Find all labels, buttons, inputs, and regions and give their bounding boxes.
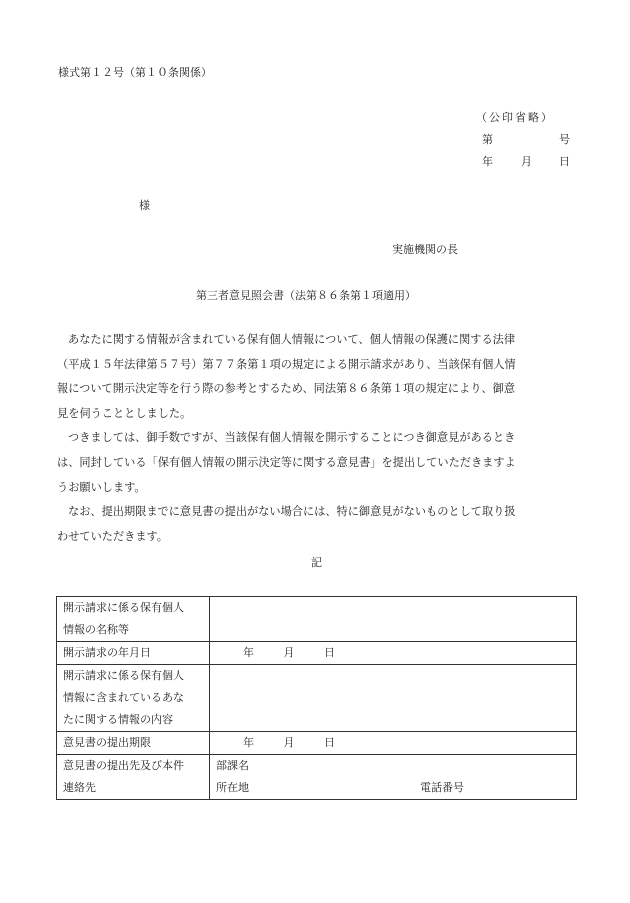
- value-requested-info-name[interactable]: [210, 597, 577, 642]
- label-submission-deadline: 意見書の提出期限: [57, 732, 210, 755]
- label-submission-contact: [57, 755, 210, 800]
- deadline-month: 月: [283, 736, 295, 749]
- deadline-day: 日: [324, 736, 335, 749]
- value-submission-deadline[interactable]: [210, 732, 577, 755]
- p2-line-1: つきましては、御手数ですが、当該保有個人情報を開示することにつき御意見があるとき: [68, 431, 516, 445]
- seal-omitted-note: （公印省略）: [476, 111, 554, 124]
- body-paragraph-3: [57, 500, 579, 549]
- phone-number-label: 電話番号: [420, 781, 464, 794]
- p1-line-2: （平成１５年法律第５７号）第７７条第１項の規定による開示請求があり、当該保有個人情: [57, 357, 516, 371]
- address-label: 所在地: [216, 781, 249, 794]
- sender-title: 実施機関の長: [392, 243, 458, 256]
- body-paragraph-1: [57, 328, 579, 426]
- value-info-content[interactable]: [210, 665, 577, 732]
- deadline-year: 年: [243, 736, 254, 749]
- date-day: 日: [559, 155, 570, 168]
- doc-number-suffix: 号: [559, 133, 570, 146]
- label-line: 連絡先: [63, 781, 96, 794]
- value-request-date[interactable]: [210, 642, 577, 665]
- label-line: 開示請求に係る保有個人: [63, 601, 184, 614]
- label-line: たに関する情報の内容: [63, 713, 173, 726]
- p3-line-2: わせていただきます。: [57, 529, 168, 543]
- table-row: [57, 665, 577, 732]
- p3-line-1: なお、提出期限までに意見書の提出がない場合には、特に御意見がないものとして取り扱: [68, 505, 516, 519]
- document-title: 第三者意見照会書（法第８６条第１項適用）: [196, 289, 416, 302]
- table-row: [57, 755, 577, 800]
- details-table: [56, 596, 577, 800]
- date-month: 月: [521, 155, 532, 168]
- table-row: [57, 732, 577, 755]
- recipient-honorific: 様: [139, 199, 150, 212]
- request-date-day: 日: [324, 646, 335, 659]
- body-text: [57, 328, 579, 549]
- request-date-year: 年: [243, 646, 254, 659]
- request-date-month: 月: [283, 646, 295, 659]
- doc-number-prefix: 第: [482, 133, 493, 146]
- p1-line-1: あなたに関する情報が含まれている保有個人情報について、個人情報の保護に関する法律: [68, 333, 516, 346]
- department-name-label: 部課名: [216, 759, 249, 772]
- label-request-date: 開示請求の年月日: [57, 642, 210, 665]
- p1-line-4: 見を伺うこととしました。: [57, 406, 192, 420]
- label-line: 情報に含まれているあな: [63, 691, 184, 704]
- date-year: 年: [482, 155, 493, 168]
- label-line: 情報の名称等: [63, 623, 129, 636]
- table-row: [57, 642, 577, 665]
- label-requested-info-name: [57, 597, 210, 642]
- p2-line-3: うお願いします。: [57, 480, 146, 494]
- p2-line-2: は、同封している「保有個人情報の開示決定等に関する意見書」を提出していただきますよ: [57, 455, 516, 469]
- label-line: 意見書の提出先及び本件: [63, 759, 184, 772]
- document-date-line: [482, 155, 570, 168]
- document-number-line: [482, 133, 570, 146]
- label-line: 開示請求に係る保有個人: [63, 669, 184, 682]
- ki-heading: 記: [311, 556, 322, 569]
- p1-line-3: 報について開示決定等を行う際の参考とするため、同法第８６条第１項の規定により、御意: [57, 382, 516, 396]
- label-info-content: [57, 665, 210, 732]
- form-number: 様式第１２号（第１０条関係）: [58, 66, 212, 79]
- value-submission-contact[interactable]: [210, 755, 577, 800]
- body-paragraph-2: [57, 426, 579, 500]
- table-row: [57, 597, 577, 642]
- contact-line: [216, 777, 570, 799]
